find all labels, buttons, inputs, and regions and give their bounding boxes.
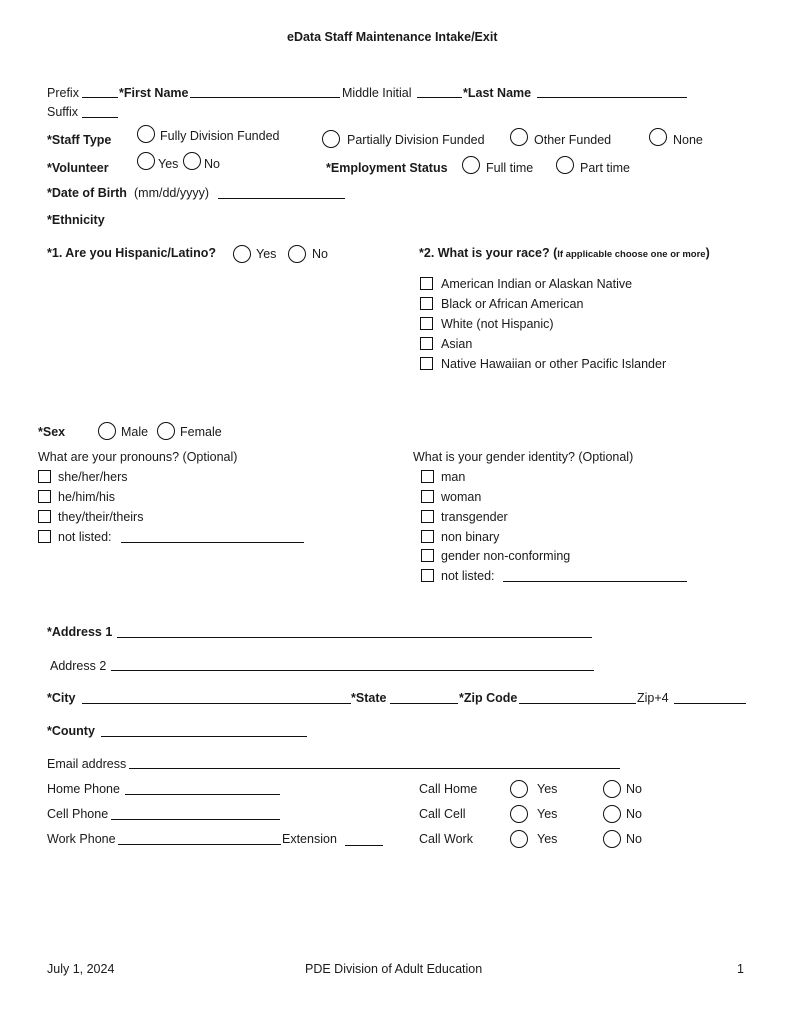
gender-identity-question: What is your gender identity? (Optional) — [413, 450, 634, 464]
hispanic-yes-radio[interactable] — [233, 245, 251, 263]
volunteer-yes-radio[interactable] — [137, 152, 155, 170]
last-name-label: *Last Name — [463, 86, 532, 100]
call-cell-no-label: No — [626, 807, 642, 821]
ethnicity-heading: *Ethnicity — [47, 213, 105, 227]
pronoun-label-they: they/their/theirs — [58, 510, 144, 524]
race-label-american-indian: American Indian or Alaskan Native — [441, 277, 633, 291]
hispanic-no-radio[interactable] — [288, 245, 306, 263]
pronouns-question: What are your pronouns? (Optional) — [38, 450, 238, 464]
page-title: eData Staff Maintenance Intake/Exit — [287, 30, 498, 44]
sex-female-label: Female — [180, 425, 222, 439]
employment-fulltime-radio[interactable] — [462, 156, 480, 174]
call-work-yes-radio[interactable] — [510, 830, 528, 848]
volunteer-no-radio[interactable] — [183, 152, 201, 170]
zip4-label: Zip+4 — [637, 691, 669, 705]
call-home-no-label: No — [626, 782, 642, 796]
staff-type-partially-label: Partially Division Funded — [347, 133, 485, 147]
hispanic-no-label: No — [312, 247, 328, 261]
gender-checkbox-not-listed[interactable] — [421, 569, 434, 582]
pronoun-not-listed-field[interactable] — [121, 542, 304, 543]
staff-type-label: *Staff Type — [47, 133, 112, 147]
gender-checkbox-non-conforming[interactable] — [421, 549, 434, 562]
address1-field[interactable] — [117, 637, 592, 638]
address2-field[interactable] — [111, 670, 594, 671]
staff-type-other-radio[interactable] — [510, 128, 528, 146]
race-question-note: If applicable choose one or more — [557, 249, 706, 260]
suffix-field[interactable] — [82, 117, 118, 118]
race-label-white: White (not Hispanic) — [441, 317, 554, 331]
employment-parttime-label: Part time — [580, 161, 631, 175]
address2-label: Address 2 — [50, 659, 107, 673]
extension-field[interactable] — [345, 845, 383, 846]
race-question-close: ) — [705, 246, 710, 260]
race-checkbox-native-hawaiian[interactable] — [420, 357, 433, 370]
gender-label-transgender: transgender — [441, 510, 508, 524]
gender-label-non-binary: non binary — [441, 530, 500, 544]
work-phone-label: Work Phone — [47, 832, 116, 846]
pronoun-checkbox-they[interactable] — [38, 510, 51, 523]
staff-type-none-label: None — [673, 133, 703, 147]
home-phone-label: Home Phone — [47, 782, 120, 796]
gender-checkbox-transgender[interactable] — [421, 510, 434, 523]
call-home-label: Call Home — [419, 782, 478, 796]
pronoun-label-she: she/her/hers — [58, 470, 128, 484]
sex-male-radio[interactable] — [98, 422, 116, 440]
call-home-yes-radio[interactable] — [510, 780, 528, 798]
state-field[interactable] — [390, 703, 458, 704]
middle-initial-label: Middle Initial — [342, 86, 412, 100]
zip-label: *Zip Code — [459, 691, 518, 705]
call-cell-yes-label: Yes — [537, 807, 558, 821]
race-checkbox-asian[interactable] — [420, 337, 433, 350]
gender-label-woman: woman — [441, 490, 482, 504]
sex-female-radio[interactable] — [157, 422, 175, 440]
zip-field[interactable] — [519, 703, 636, 704]
last-name-field[interactable] — [537, 97, 687, 98]
call-cell-label: Call Cell — [419, 807, 466, 821]
work-phone-field[interactable] — [118, 844, 281, 845]
race-checkbox-black[interactable] — [420, 297, 433, 310]
gender-label-not-listed: not listed: — [441, 569, 495, 583]
county-label: *County — [47, 724, 95, 738]
first-name-label: *First Name — [119, 86, 189, 100]
call-cell-yes-radio[interactable] — [510, 805, 528, 823]
call-work-label: Call Work — [419, 832, 473, 846]
dob-field[interactable] — [218, 198, 345, 199]
address1-label: *Address 1 — [47, 625, 113, 639]
race-label-native-hawaiian: Native Hawaiian or other Pacific Islander — [441, 357, 667, 371]
pronoun-label-not-listed: not listed: — [58, 530, 112, 544]
state-label: *State — [351, 691, 387, 705]
call-home-yes-label: Yes — [537, 782, 558, 796]
hispanic-question: *1. Are you Hispanic/Latino? — [47, 246, 217, 260]
employment-parttime-radio[interactable] — [556, 156, 574, 174]
footer-page-number: 1 — [737, 962, 744, 976]
volunteer-label: *Volunteer — [47, 161, 109, 175]
gender-not-listed-field[interactable] — [503, 581, 687, 582]
staff-type-none-radio[interactable] — [649, 128, 667, 146]
pronoun-label-he: he/him/his — [58, 490, 115, 504]
footer-org: PDE Division of Adult Education — [305, 962, 483, 976]
zip4-field[interactable] — [674, 703, 746, 704]
call-work-no-radio[interactable] — [603, 830, 621, 848]
middle-initial-field[interactable] — [417, 97, 462, 98]
race-question — [419, 246, 710, 262]
volunteer-yes-label: Yes — [158, 157, 179, 171]
race-checkbox-white[interactable] — [420, 317, 433, 330]
dob-label: *Date of Birth — [47, 186, 127, 200]
email-field[interactable] — [129, 768, 620, 769]
employment-fulltime-label: Full time — [486, 161, 534, 175]
race-question-label: *2. What is your race? ( — [419, 246, 558, 260]
first-name-field[interactable] — [190, 97, 340, 98]
pronoun-checkbox-not-listed[interactable] — [38, 530, 51, 543]
staff-type-fully-label: Fully Division Funded — [160, 129, 280, 143]
race-label-black: Black or African American — [441, 297, 584, 311]
race-checkbox-american-indian[interactable] — [420, 277, 433, 290]
staff-type-fully-radio[interactable] — [137, 125, 155, 143]
extension-label: Extension — [282, 832, 337, 846]
call-cell-no-radio[interactable] — [603, 805, 621, 823]
prefix-field[interactable] — [82, 97, 118, 98]
employment-status-label: *Employment Status — [326, 161, 448, 175]
gender-label-non-conforming: gender non-conforming — [441, 549, 571, 563]
county-field[interactable] — [101, 736, 307, 737]
sex-label: *Sex — [38, 425, 66, 439]
gender-checkbox-woman[interactable] — [421, 490, 434, 503]
staff-type-other-label: Other Funded — [534, 133, 612, 147]
gender-checkbox-man[interactable] — [421, 470, 434, 483]
race-label-asian: Asian — [441, 337, 473, 351]
call-work-no-label: No — [626, 832, 642, 846]
city-label: *City — [47, 691, 76, 705]
gender-label-man: man — [441, 470, 466, 484]
suffix-label: Suffix — [47, 105, 79, 119]
call-work-yes-label: Yes — [537, 832, 558, 846]
home-phone-field[interactable] — [125, 794, 280, 795]
call-home-no-radio[interactable] — [603, 780, 621, 798]
email-label: Email address — [47, 757, 127, 771]
footer-date: July 1, 2024 — [47, 962, 115, 976]
hispanic-yes-label: Yes — [256, 247, 277, 261]
gender-checkbox-non-binary[interactable] — [421, 530, 434, 543]
staff-type-partially-radio[interactable] — [322, 130, 340, 148]
volunteer-no-label: No — [204, 157, 220, 171]
pronoun-checkbox-he[interactable] — [38, 490, 51, 503]
cell-phone-label: Cell Phone — [47, 807, 109, 821]
prefix-label: Prefix — [47, 86, 79, 100]
sex-male-label: Male — [121, 425, 149, 439]
dob-format: (mm/dd/yyyy) — [134, 186, 209, 200]
city-field[interactable] — [82, 703, 351, 704]
pronoun-checkbox-she[interactable] — [38, 470, 51, 483]
cell-phone-field[interactable] — [111, 819, 280, 820]
